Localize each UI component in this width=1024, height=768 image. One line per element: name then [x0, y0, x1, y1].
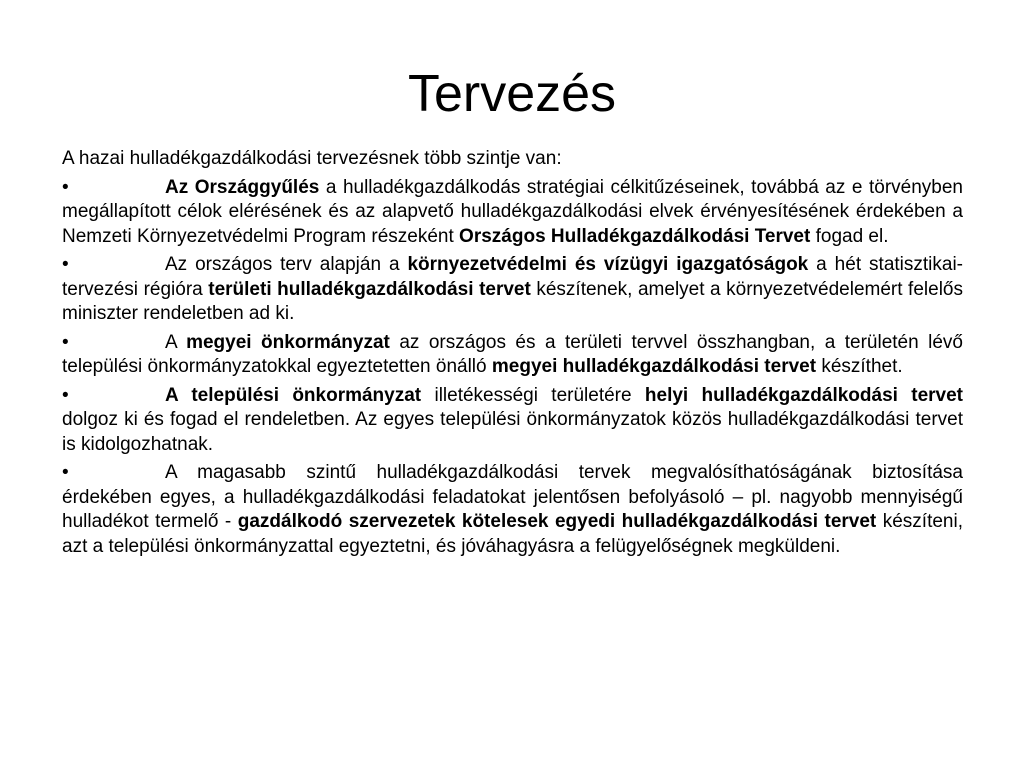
body-text: a hulladékgazdálkodás stratégiai célkitűzéseinek, továbbá az e törvényben megállapított célok elérésének és az alapvető hulladékgazdálkodási elvek érvényesítésének érdekében a Nemzeti Környezetvédelmi Program részeként	[62, 176, 963, 247]
bold-text: helyi hulladékgazdálkodási tervet	[644, 384, 964, 406]
bullet-paragraph	[62, 461, 963, 559]
intro-text: A hazai hulladékgazdálkodási tervezésnek több szintje van:	[62, 148, 562, 169]
body-text: készíteni, azt a települési önkormányzattal egyeztetni, és jóváhagyásra a felügyelőségnek megküldeni.	[62, 511, 963, 557]
bullet-paragraph	[62, 384, 963, 458]
body-text: a hét statisztikai-tervezési régióra	[62, 254, 963, 300]
body-text: A magasabb szintű hulladékgazdálkodási tervek megvalósíthatóságának biztosítása érdekében egyes, a hulladékgazdálkodási feladatokat jelentősen befolyásoló – pl. nagyobb mennyiségű hulladékot termelő -	[62, 462, 963, 532]
bullet-list	[62, 176, 963, 560]
bullet-paragraph	[62, 176, 963, 250]
bold-text: gazdálkodó szervezetek kötelesek egyedi hulladékgazdálkodási tervet	[237, 511, 877, 532]
bold-text: területi hulladékgazdálkodási tervet	[208, 278, 531, 300]
body-text: A	[165, 331, 187, 353]
body-text: fogad el.	[810, 225, 889, 247]
body-text: készítenek, amelyet a környezetvédelemért felelős miniszter rendeletben ad ki.	[62, 278, 963, 324]
body-text: az országos és a területi tervvel összhangban, a területén lévő települési önkormányzatokkal egyeztetetten önálló	[62, 331, 963, 377]
bold-text: megyei hulladékgazdálkodási tervet	[491, 356, 817, 377]
bullet-marker: •	[62, 462, 69, 483]
bold-text: A települési önkormányzat	[165, 384, 422, 406]
bullet-marker: •	[62, 254, 69, 275]
body-text: dolgoz ki és fogad el rendeletben. Az egyes települési önkormányzatok közös hulladékgazdálkodási tervet is kidolgozhatnak.	[62, 409, 963, 455]
bullet-paragraph	[62, 253, 963, 327]
bold-text: megyei önkormányzat	[186, 331, 390, 353]
slide-body	[62, 147, 963, 563]
body-text: Az országos terv alapján a	[165, 254, 408, 275]
bullet-marker: •	[62, 176, 69, 198]
body-text: készíthet.	[816, 356, 903, 377]
bold-text: környezetvédelmi és vízügyi igazgatóságok	[407, 254, 809, 275]
bullet-marker: •	[62, 331, 69, 353]
bullet-marker: •	[62, 384, 69, 406]
body-text: illetékességi területére	[421, 384, 645, 406]
bullet-paragraph	[62, 331, 963, 380]
bold-text: Az Országgyűlés	[165, 176, 320, 198]
slide-title: Tervezés	[407, 65, 617, 123]
bold-text: Országos Hulladékgazdálkodási Tervet	[459, 225, 811, 247]
